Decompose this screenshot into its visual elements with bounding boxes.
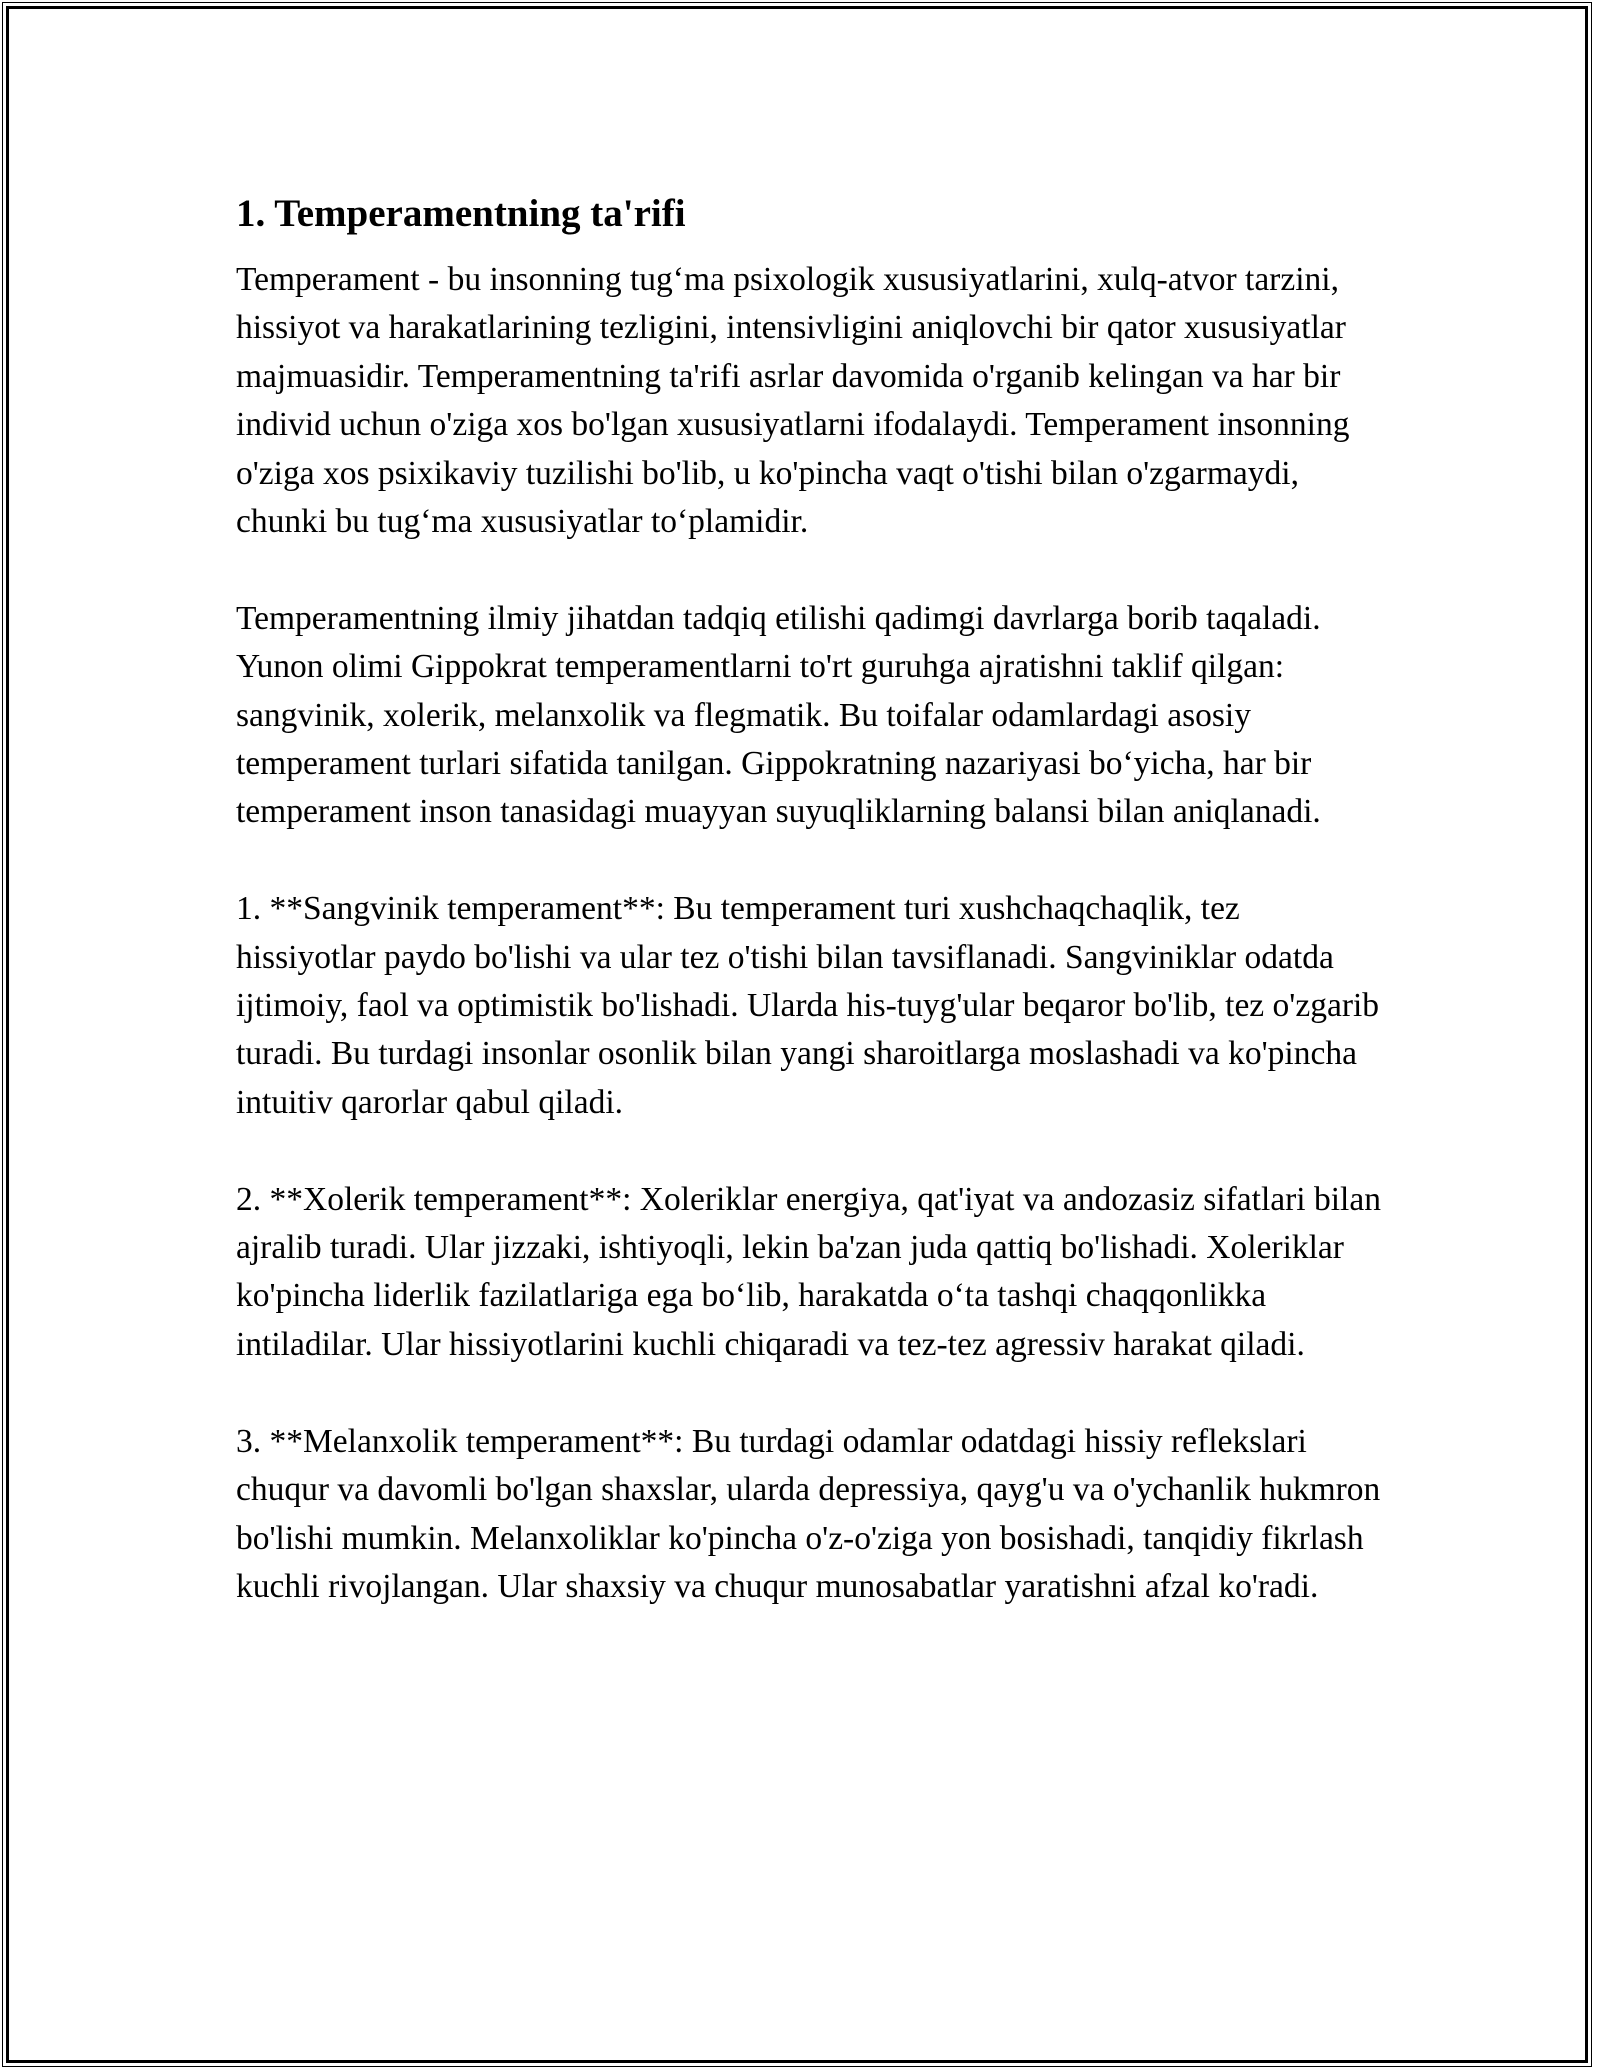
paragraph-history: Temperamentning ilmiy jihatdan tadqiq etilishi qadimgi davrlarga borib taqaladi. Yunon olimi Gippokrat temperamentlarni to'rt guruhga ajratishni taklif qilgan: sangvinik, xolerik, melanxolik va flegmatik. Bu toifalar odamlardagi asosiy temperament turlari sifatida tanilgan. Gippokratning nazariyasi bo‘yicha, har bir temperament inson tanasidagi muayyan suyuqliklarning balansi bilan aniqlanadi.: [236, 599, 1321, 831]
paragraph-definition: Temperament - bu insonning tug‘ma psixologik xususiyatlarini, xulq-atvor tarzini, hissiyot va harakatlarining tezligini, intensivligini aniqlovchi bir qator xususiyatlar majmuasidir. Temperamentning ta'rifi asrlar davomida o'rganib kelingan va har bir individ uchun o'ziga xos bo'lgan xususiyatlarni ifodalaydi. Temperament insonning o'ziga xos psixikaviy tuzilishi bo'lib, u ko'pincha vaqt o'tishi bilan o'zgarmaydi, chunki bu tug‘ma xususiyatlar to‘plamidir.: [236, 261, 1350, 541]
paragraph-melancholic: 3. **Melanxolik temperament**: Bu turdagi odamlar odatdagi hissiy reflekslari chuqur va davomli bo'lgan shaxslar, ularda depressiya, qayg'u va o'ychanlik hukmron bo'lishi mumkin. Melanxoliklar ko'pincha o'z-o'ziga yon bosishadi, tanqidiy fikrlash kuchli rivojlangan. Ular shaxsiy va chuqur munosabatlar yaratishni afzal ko'radi.: [236, 1422, 1381, 1605]
section-heading: 1. Temperamentning ta'rifi: [236, 192, 686, 235]
paragraph-sanguine: 1. **Sangvinik temperament**: Bu temperament turi xushchaqchaqlik, tez hissiyotlar paydo bo'lishi va ular tez o'tishi bilan tavsiflanadi. Sangviniklar odatda ijtimoiy, faol va optimistik bo'lishadi. Ularda his-tuyg'ular beqaror bo'lib, tez o'zgarib turadi. Bu turdagi insonlar osonlik bilan yangi sharoitlarga moslashadi va ko'pincha intuitiv qarorlar qabul qiladi.: [236, 890, 1380, 1121]
paragraph-choleric: 2. **Xolerik temperament**: Xoleriklar energiya, qat'iyat va andozasiz sifatlari bilan ajralib turadi. Ular jizzaki, ishtiyoqli, lekin ba'zan juda qattiq bo'lishadi. Xoleriklar ko'pincha liderlik fazilatlariga ega bo‘lib, harakatda o‘ta tashqi chaqqonlikka intiladilar. Ular hissiyotlarini kuchli chiqaradi va tez-tez agressiv harakat qiladi.: [236, 1180, 1381, 1363]
document-body: [236, 186, 1386, 1611]
